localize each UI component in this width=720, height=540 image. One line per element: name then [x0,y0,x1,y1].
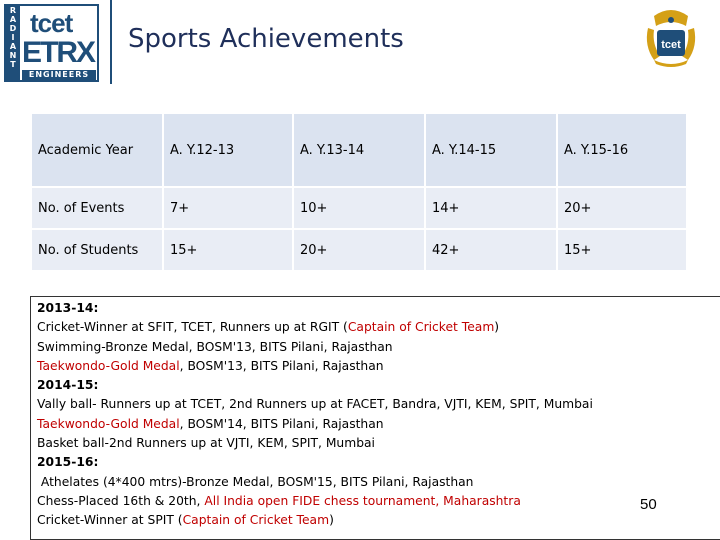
crest-jewel-icon [668,17,674,23]
logo-etrx-text: ETRX [22,36,95,69]
achievement-highlight: Captain of Cricket Team [182,513,330,528]
logo-letter: I [11,33,15,42]
achievement-highlight: Taekwondo-Gold Medal [37,416,180,431]
table-cell: No. of Events [32,188,162,228]
year-heading: 2015-16: [37,455,99,470]
achievement-line: Vally ball- Runners up at TCET, 2nd Runners up at FACET, Bandra, VJTI, KEM, SPIT, Mumbai [37,397,593,412]
tcet-crest-logo [640,6,702,70]
achievement-text: Chess-Placed 16th & 20th, [37,493,205,508]
table-row [32,188,686,228]
table-cell: 20+ [558,188,686,228]
achievements-text-box [30,296,720,540]
achievement-line [37,357,714,376]
logo-letter: A [9,42,17,51]
table-cell: 7+ [164,188,292,228]
sports-stats-table [30,112,688,272]
table-cell: 42+ [426,230,556,270]
achievement-line: Swimming-Bronze Medal, BOSM'13, BITS Pilani, Rajasthan [37,339,393,354]
logo-letter: D [9,24,17,33]
achievement-line: Athelates (4*400 mtrs)-Bronze Medal, BOSM'15, BITS Pilani, Rajasthan [37,474,474,489]
achievement-text: , BOSM'14, BITS Pilani, Rajasthan [179,416,384,431]
table-row [32,230,686,270]
achievement-line [37,318,714,337]
achievement-highlight: Captain of Cricket Team [347,320,495,335]
logo-letter: N [9,51,17,60]
header-divider [110,0,112,84]
year-heading: 2013-14: [37,301,99,315]
table-header-cell: A. Y.15-16 [558,114,686,186]
logo-letter: R [9,6,17,15]
achievement-text: ) [494,320,500,335]
page-title: Sports Achievements [128,24,404,54]
table-header-row [32,114,686,186]
page-number: 50 [640,496,657,513]
table-cell: 20+ [294,230,424,270]
achievement-text: Cricket-Winner at SFIT, TCET, Runners up at RGIT ( [37,320,348,335]
table-cell: 14+ [426,188,556,228]
logo-engineers-text: ENGINEERS [22,70,96,80]
table-cell: No. of Students [32,230,162,270]
logo-tcet-text: tcet [30,8,73,38]
achievement-highlight: All India open FIDE chess tournament, Maharashtra [204,493,521,508]
achievement-line [37,415,714,434]
etrx-logo [4,4,99,82]
table-cell: 10+ [294,188,424,228]
logo-letter: A [9,15,17,24]
achievement-text: , BOSM'13, BITS Pilani, Rajasthan [179,358,384,373]
table-header-cell: A. Y.14-15 [426,114,556,186]
crest-ribbon-icon [654,60,688,67]
table-header-cell: A. Y.12-13 [164,114,292,186]
achievement-text: Cricket-Winner at SPIT ( [37,513,183,528]
year-heading: 2014-15: [37,378,99,393]
table-cell: 15+ [164,230,292,270]
table-header-cell: Academic Year [32,114,162,186]
table-header-cell: A. Y.13-14 [294,114,424,186]
achievement-line [37,492,714,511]
achievement-text: ) [329,513,334,528]
achievement-highlight: Taekwondo-Gold Medal [37,358,180,373]
achievement-line: Basket ball-2nd Runners up at VJTI, KEM, SPIT, Mumbai [37,436,375,451]
radiant-vertical-band [6,6,20,80]
table-cell: 15+ [558,230,686,270]
crest-text: tcet [661,39,681,51]
logo-letter: T [10,60,16,69]
achievement-line [37,511,714,530]
